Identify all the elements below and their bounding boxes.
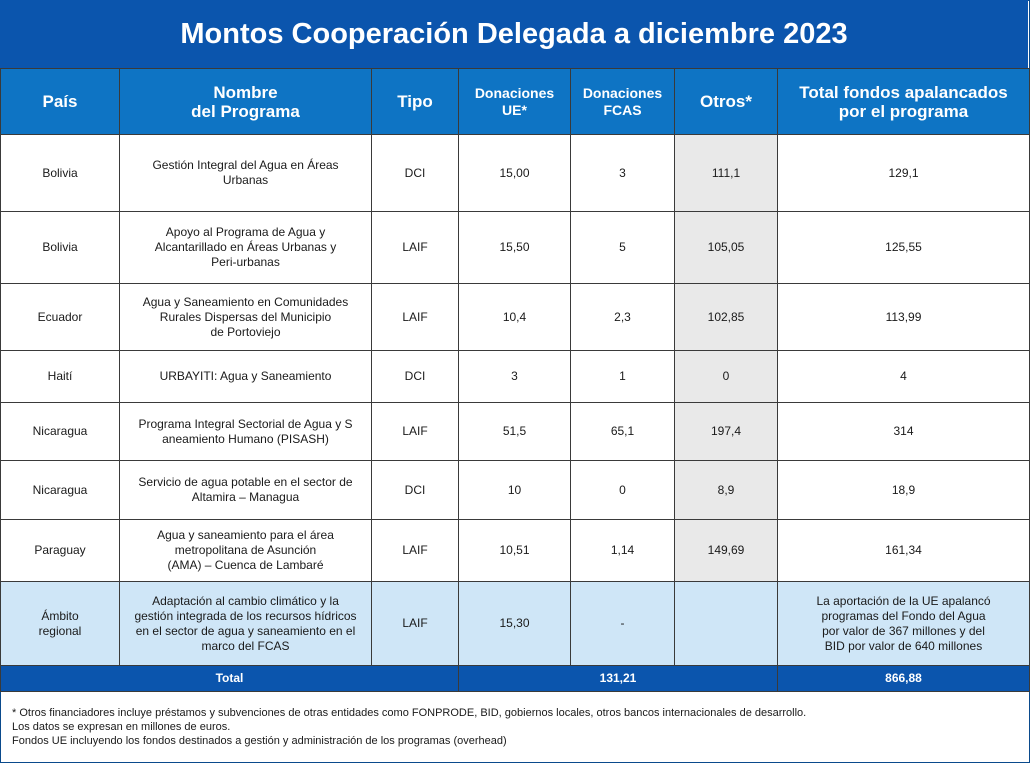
- cell-pais: Nicaragua: [1, 461, 120, 520]
- title-text: Montos Cooperación Delegada a diciembre 2023: [180, 17, 848, 50]
- cell-otros: [675, 582, 778, 666]
- cell-fcas: 65,1: [571, 403, 675, 461]
- total-label: Total: [1, 666, 459, 692]
- footnote: Los datos se expresan en millones de euros.: [12, 721, 231, 733]
- cell-pais: Bolivia: [1, 212, 120, 284]
- cell-otros: 102,85: [675, 284, 778, 351]
- table-row: [1, 284, 1030, 351]
- cell-programa: Programa Integral Sectorial de Agua y S aneamiento Humano (PISASH): [120, 403, 372, 461]
- header-programa: Nombre del Programa: [120, 69, 372, 135]
- cell-otros: 0: [675, 351, 778, 403]
- cell-pais: Nicaragua: [1, 403, 120, 461]
- table-row: [1, 403, 1030, 461]
- cooperation-table: [0, 68, 1030, 692]
- cell-ue: 10,4: [459, 284, 571, 351]
- cell-otros: 8,9: [675, 461, 778, 520]
- footnotes: [12, 706, 1017, 748]
- header-donaciones-fcas: Donaciones FCAS: [571, 69, 675, 135]
- cell-tipo: DCI: [372, 351, 459, 403]
- cell-pais: Haití: [1, 351, 120, 403]
- cell-total: 125,55: [778, 212, 1030, 284]
- cell-fcas: -: [571, 582, 675, 666]
- cell-fcas: 0: [571, 461, 675, 520]
- total-donaciones: 131,21: [459, 666, 778, 692]
- footnote: * Otros financiadores incluye préstamos y subvenciones de otras entidades como FONPRODE, BID, gobiernos locales, otros bancos internacionales de desarrollo.: [12, 707, 807, 719]
- cell-pais: Paraguay: [1, 520, 120, 582]
- cell-programa: Apoyo al Programa de Agua y Alcantarillado en Áreas Urbanas y Peri-urbanas: [120, 212, 372, 284]
- cell-pais: Bolivia: [1, 135, 120, 212]
- cell-tipo: LAIF: [372, 212, 459, 284]
- table-row: [1, 212, 1030, 284]
- cell-pais: Ecuador: [1, 284, 120, 351]
- table-row: [1, 461, 1030, 520]
- cell-otros: 197,4: [675, 403, 778, 461]
- cell-tipo: LAIF: [372, 284, 459, 351]
- page-title: [0, 0, 1028, 70]
- cell-programa: URBAYITI: Agua y Saneamiento: [120, 351, 372, 403]
- cell-total: 113,99: [778, 284, 1030, 351]
- header-row: [1, 69, 1030, 135]
- cell-ue: 15,30: [459, 582, 571, 666]
- footnote: Fondos UE incluyendo los fondos destinados a gestión y administración de los programas (overhead): [12, 735, 507, 747]
- cell-pais: Ámbito regional: [1, 582, 120, 666]
- table-row-regional: [1, 582, 1030, 666]
- cell-total: 161,34: [778, 520, 1030, 582]
- cell-tipo: DCI: [372, 135, 459, 212]
- cell-tipo: LAIF: [372, 403, 459, 461]
- cell-ue: 10: [459, 461, 571, 520]
- header-total: Total fondos apalancados por el programa: [778, 69, 1030, 135]
- cell-total: 314: [778, 403, 1030, 461]
- cell-ue: 3: [459, 351, 571, 403]
- cell-fcas: 2,3: [571, 284, 675, 351]
- cell-programa: Adaptación al cambio climático y la gestión integrada de los recursos hídricos en el sector de agua y saneamiento en el marco del FCAS: [120, 582, 372, 666]
- cell-fcas: 1: [571, 351, 675, 403]
- total-row: [1, 666, 1030, 692]
- cell-ue: 15,50: [459, 212, 571, 284]
- table-row: [1, 351, 1030, 403]
- header-tipo: Tipo: [372, 69, 459, 135]
- cell-total: 18,9: [778, 461, 1030, 520]
- cell-total: 4: [778, 351, 1030, 403]
- cell-fcas: 1,14: [571, 520, 675, 582]
- table-row: [1, 520, 1030, 582]
- cell-total: La aportación de la UE apalancó programas del Fondo del Agua por valor de 367 millones y del BID por valor de 640 millones: [778, 582, 1030, 666]
- cell-ue: 15,00: [459, 135, 571, 212]
- cell-programa: Agua y saneamiento para el área metropolitana de Asunción (AMA) – Cuenca de Lambaré: [120, 520, 372, 582]
- cell-otros: 149,69: [675, 520, 778, 582]
- cell-fcas: 3: [571, 135, 675, 212]
- cell-ue: 51,5: [459, 403, 571, 461]
- cell-programa: Gestión Integral del Agua en Áreas Urbanas: [120, 135, 372, 212]
- cell-tipo: DCI: [372, 461, 459, 520]
- cell-otros: 105,05: [675, 212, 778, 284]
- cell-tipo: LAIF: [372, 520, 459, 582]
- cell-tipo: LAIF: [372, 582, 459, 666]
- cell-programa: Servicio de agua potable en el sector de Altamira – Managua: [120, 461, 372, 520]
- table-row: [1, 135, 1030, 212]
- cell-programa: Agua y Saneamiento en Comunidades Rurales Dispersas del Municipio de Portoviejo: [120, 284, 372, 351]
- total-fondos: 866,88: [778, 666, 1030, 692]
- header-otros: Otros*: [675, 69, 778, 135]
- cell-ue: 10,51: [459, 520, 571, 582]
- header-pais: País: [1, 69, 120, 135]
- cell-otros: 111,1: [675, 135, 778, 212]
- cell-total: 129,1: [778, 135, 1030, 212]
- cell-fcas: 5: [571, 212, 675, 284]
- header-donaciones-ue: Donaciones UE*: [459, 69, 571, 135]
